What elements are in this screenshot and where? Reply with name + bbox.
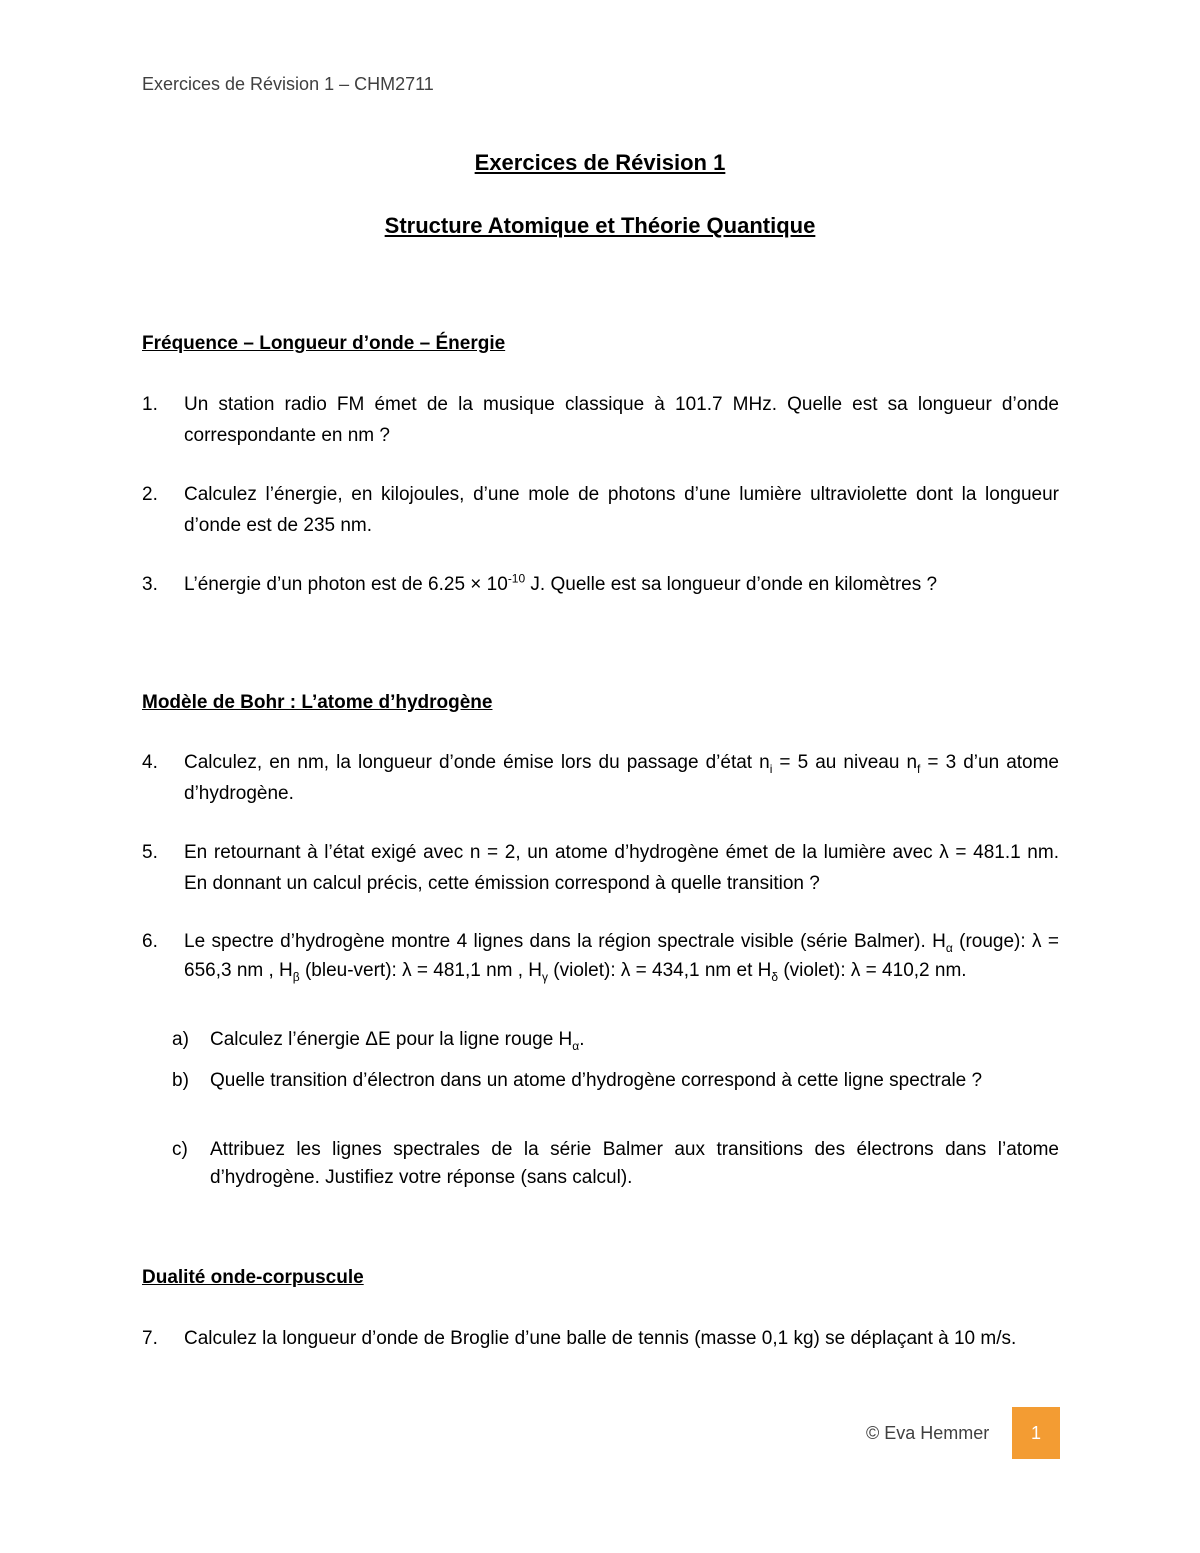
section-heading-frequence: Fréquence – Longueur d’onde – Énergie [142,333,506,354]
question-text: Calculez, en nm, la longueur d’onde émise lors du passage d’état $n_i = 5$ au niveau $n_f = 3$ d’un atome d’hydrogène. [184,752,1060,804]
subquestion-label: c) [172,1139,188,1160]
document-title: Exercices de Révision 1 [474,150,726,175]
subquestion-label: b) [172,1070,189,1091]
question-6b [172,1067,1059,1095]
footer-author: © Eva Hemmer [866,1423,990,1443]
question-2 [142,479,1059,541]
section-heading-bohr: Modèle de Bohr : L’atome d’hydrogène [142,692,493,713]
question-4 [142,747,1059,809]
question-7 [142,1323,1059,1354]
question-6c [172,1136,1059,1192]
question-6 [142,927,1059,985]
running-header: Exercices de Révision 1 – CHM2711 [142,74,434,94]
question-number: 3. [142,574,158,595]
subquestion-text: Attribuez les lignes spectrales de la série Balmer aux transitions des électrons dans l’atome d’hydrogène. Justifiez votre réponse (sans calcul). [210,1139,1059,1188]
question-text: Un station radio FM émet de la musique classique à 101.7 MHz. Quelle est sa longueur d’onde correspondante en nm ? [184,394,1059,446]
question-1 [142,389,1059,451]
question-number: 1. [142,394,158,415]
document-subtitle: Structure Atomique et Théorie Quantique [384,213,816,238]
subquestion-label: a) [172,1029,189,1050]
question-6a [172,1026,1059,1054]
section-heading-dualite: Dualité onde-corpuscule [142,1267,364,1288]
question-text: Calculez l’énergie, en kilojoules, d’une mole de photons d’une lumière ultraviolette dont la longueur d’onde est de 235 nm. [184,484,1059,536]
question-number: 6. [142,931,158,952]
question-text: En retournant à l’état exigé avec n = 2, un atome d’hydrogène émet de la lumière avec λ = 481.1 nm. En donnant un calcul précis, cette émission correspond à quelle transition ? [184,842,1059,894]
question-5 [142,837,1059,899]
subquestion-text: Quelle transition d’électron dans un atome d’hydrogène correspond à cette ligne spectrale ? [210,1070,983,1091]
question-text: L’énergie d’un photon est de $6.25 \times 10^{-10}$ J. Quelle est sa longueur d’onde en kilomètres ? [184,571,938,595]
subquestion-text: Calculez l’énergie ΔE pour la ligne rouge $H_\alpha$. [210,1029,585,1053]
page-number: 1 [1030,1422,1041,1443]
question-number: 7. [142,1328,158,1349]
question-3 [142,569,1059,600]
question-number: 5. [142,842,158,863]
page-number-badge [1012,1407,1060,1459]
question-number: 2. [142,484,158,505]
question-text: Le spectre d’hydrogène montre 4 lignes dans la région spectrale visible (série Balmer). $H_\alpha$ (rouge): λ = 656,3 nm , $H_\beta$ (bleu-vert): λ = 481,1 nm , $H_\gamma$ (violet): λ = 434,1 nm et $H_\delta$ (violet): λ = 410,2 nm. [184,931,1059,984]
question-text: Calculez la longueur d’onde de Broglie d’une balle de tennis (masse 0,1 kg) se déplaçant à 10 m/s. [184,1328,1017,1349]
question-number: 4. [142,752,158,773]
